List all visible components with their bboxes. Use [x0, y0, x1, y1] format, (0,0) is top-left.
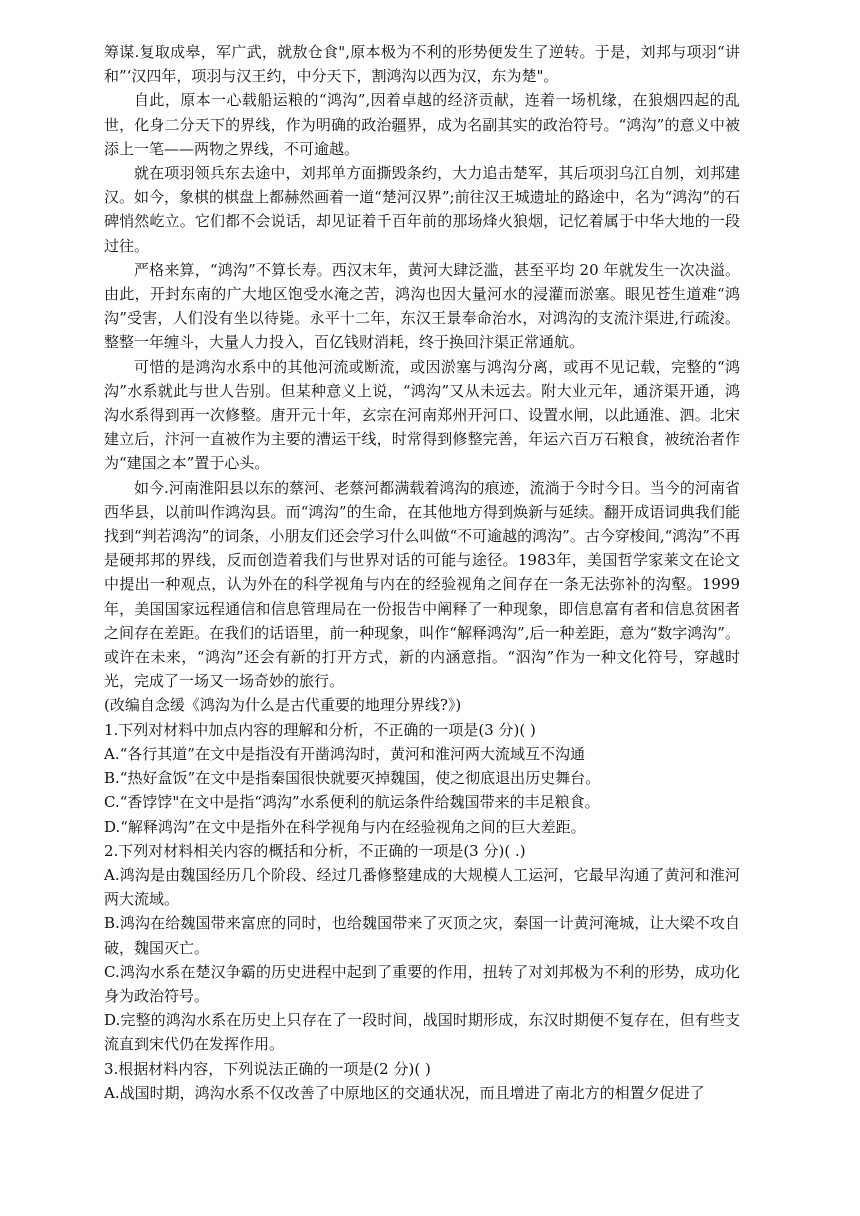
paragraph: 筹谋.复取成皋，军广武，就敖仓食",原本极为不利的形势便发生了逆转。于是，刘邦与项羽“讲和”‘汉四年，项羽与汉王约，中分天下，割鸿沟以西为汉，东为楚"。 — [104, 43, 740, 86]
paragraph: 严格来算，“鸿沟”不算长寿。西汉末年，黄河大肆泛滥，甚至平均 20 年就发生一次决溢。由此，开封东南的广大地区饱受水淹之苦，鸿沟也因大量河水的浸灌而淤塞。眼见苍生道难“鸿沟”受害，人们没有坐以待毙。永平十二年，东汉王景奉命治水，对鸿沟的支流汴渠进,行疏浚。整整一年缠斗，大量人力投入，百亿钱财消耗，终于换回汴渠正常通航。 — [104, 260, 740, 352]
source-citation: (改编自念缓《鸿沟为什么是古代重要的地理分界线?》) — [104, 696, 462, 715]
question-option: C.“香饽饽"在文中是指“鸿沟”水系便利的航运条件给魏国带来的丰足粮食。 — [104, 793, 600, 812]
question-option: A.“各行其道”在文中是指没有开凿鸿沟时，黄河和淮河两大流域互不沟通 — [104, 744, 585, 763]
question-stem: 1.下列对材料中加点内容的理解和分析，不正确的一项是(3 分)( ) — [104, 720, 536, 739]
document-page — [104, 40, 740, 1105]
question-option: A.战国时期，鸿沟水系不仅改善了中原地区的交通状况，而且增进了南北方的相置夕促进了 — [104, 1083, 705, 1102]
question-option: B.“热好盒饭”在文中是指秦国很快就要灭掉魏国，使之彻底退出历史舞台。 — [104, 769, 601, 788]
question-option: D.“解释鸿沟”在文中是指外在科学视角与内在经验视角之间的巨大差距。 — [104, 817, 586, 836]
question-option: C.鸿沟水系在楚汉争霸的历史进程中起到了重要的作用，扭转了对刘邦极为不利的形势，成功化身为政治符号。 — [104, 962, 740, 1005]
question-option: D.完整的鸿沟水系在历史上只存在了一段时间，战国时期形成，东汉时期便不复存在，但有些支流直到宋代仍在发挥作用。 — [104, 1011, 740, 1054]
paragraph: 自此，原本一心载船运粮的“鸿沟”,因着卓越的经济贡献，连着一场机缘，在狼烟四起的乱世，化身二分天下的界线，作为明确的政治疆界，成为名副其实的政治符号。“鸿沟”的意义中被添上一笔——两物之界线，不可逾越。 — [104, 91, 740, 158]
question-3 — [104, 1057, 740, 1105]
paragraph: 如今.河南淮阳县以东的蔡河、老蔡河都满载着鸿沟的痕迹，流淌于今时今日。当今的河南省西华县，以前叫作鸿沟县。而“鸿沟”的生命，在其他地方得到焕新与延续。翻开成语词典我们能找到“判若鸿沟”的词条，小朋友们还会学习什么叫做“不可逾越的鸿沟”。古今穿梭间,“鸿沟”不再是硬邦邦的界线，反而创造着我们与世界对话的可能与途径。1983年，美国哲学家莱文在论文中提出一种观点，认为外在的科学视角与内在的经验视角之间存在一条无法弥补的沟壑。1999 年，美国国家远程通信和信息管理局在一份报告中阐释了一种现象，即信息富有者和信息贫困者之间存在差距。在我们的话语里，前一种现象，叫作“解释鸿沟”,后一种差距，意为“数字鸿沟”。或许在未来，“鸿沟”还会有新的打开方式，新的内涵意指。“泅沟”作为一种文化符号，穿越时光，完成了一场又一场奇妙的旅行。 — [104, 478, 740, 691]
question-option: A.鸿沟是由魏国经历几个阶段、经过几番修整建成的大规模人工运河，它最早沟通了黄河和淮河两大流域。 — [104, 865, 740, 909]
paragraph: 可惜的是鸿沟水系中的其他河流或断流，或因淤塞与鸿沟分离，或再不见记载，完整的“鸿沟”水系就此与世人告别。但某种意义上说，“鸿沟”又从未远去。附大业元年，通济渠开通，鸿沟水系得到再一次修整。唐开元十年，玄宗在河南郑州开河口、设置水闸，以此通淮、泗。北宋建立后，汴河一直被作为主要的漕运干线，时常得到修整完善，年运六百万石粮食，被统治者作为“建国之本”置于心头。 — [104, 357, 740, 473]
paragraph: 就在项羽领兵东去途中，刘邦单方面撕毁条约，大力追击楚军，其后项羽乌江自刎，刘邦建汉。如今，象棋的棋盘上都赫然画着一道“楚河汉界”;前往汉王城遗址的路途中，名为“鸿沟”的石碑悄然屹立。它们都不会说话，却见证着千百年前的那场烽火狼烟，记忆着属于中华大地的一段过往。 — [104, 164, 740, 255]
question-option: B.鸿沟在给魏国带来富庶的同时，也给魏国带来了灭顶之灾，秦国一计黄河淹城，让大梁不攻自破，魏国灭亡。 — [104, 914, 740, 957]
question-stem: 2.下列对材料相关内容的概括和分析，不正确的一项是(3 分)( .) — [104, 841, 526, 860]
question-1 — [104, 718, 740, 839]
question-stem: 3.根据材料内容，下列说法正确的一项是(2 分)( ) — [104, 1059, 431, 1078]
question-2 — [104, 839, 740, 1057]
